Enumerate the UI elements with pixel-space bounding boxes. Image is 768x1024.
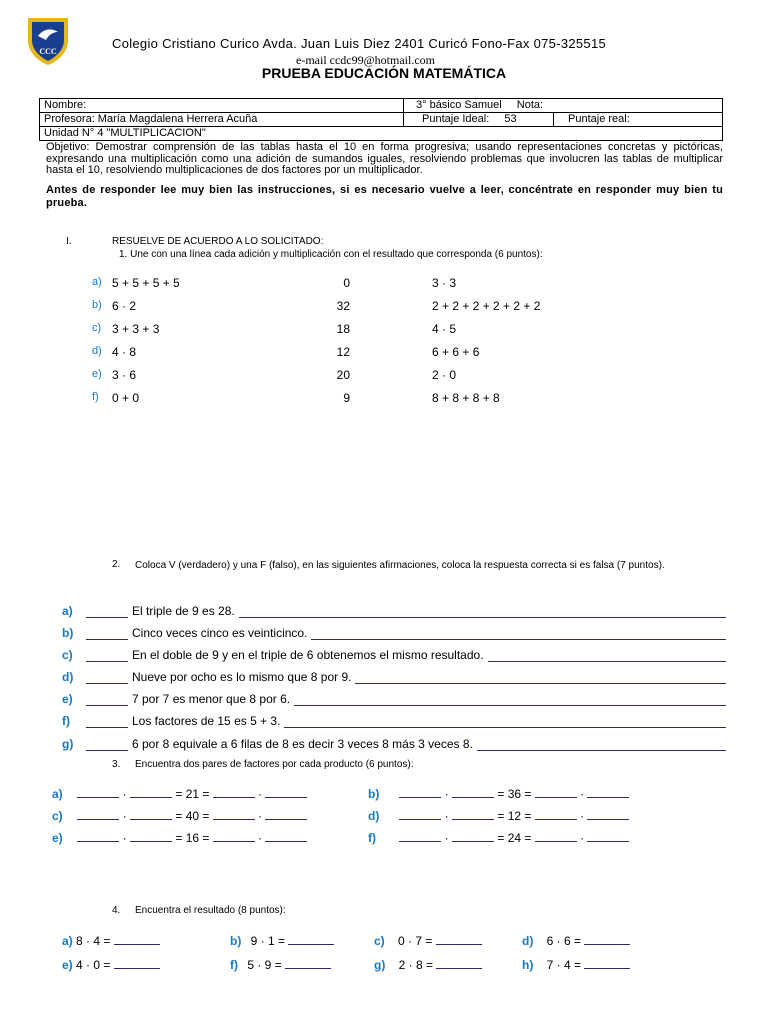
matching-right-a[interactable]: 3 · 3 xyxy=(432,276,457,290)
svg-text:CCC: CCC xyxy=(39,47,57,56)
tf-row: c) En el doble de 9 y en el triple de 6 obtenemos el mismo resultado. xyxy=(62,640,726,662)
tf-answer-blank[interactable] xyxy=(86,739,128,751)
school-logo xyxy=(24,14,72,66)
factor-blank[interactable] xyxy=(587,809,629,820)
factor-blank[interactable] xyxy=(130,809,172,820)
factor-pair-row: e) · = 16 = · xyxy=(52,831,307,845)
matching-mid-d[interactable]: 12 xyxy=(336,345,350,359)
tf-correction-line[interactable] xyxy=(488,650,726,662)
factor-blank[interactable] xyxy=(265,831,307,842)
tf-answer-blank[interactable] xyxy=(86,672,128,684)
matching-row: c) 3 + 3 + 3 18 4 · 5 xyxy=(92,322,457,336)
tf-answer-blank[interactable] xyxy=(86,650,128,662)
result-item: c) 0 · 7 = xyxy=(374,934,482,948)
factor-blank[interactable] xyxy=(452,787,494,798)
matching-left-d[interactable]: 4 · 8 xyxy=(112,345,137,359)
matching-right-b[interactable]: 2 + 2 + 2 + 2 + 2 + 2 xyxy=(432,299,541,313)
section4-title: Encuentra el resultado (8 puntos): xyxy=(135,905,286,916)
factor-blank[interactable] xyxy=(452,831,494,842)
matching-mid-c[interactable]: 18 xyxy=(336,322,350,336)
matching-mid-f[interactable]: 9 xyxy=(343,391,350,405)
tf-row: e) 7 por 7 es menor que 8 por 6. xyxy=(62,684,726,706)
factor-blank[interactable] xyxy=(130,787,172,798)
matching-right-c[interactable]: 4 · 5 xyxy=(432,322,457,336)
factor-pair-row: b) · = 36 = · xyxy=(368,787,629,801)
instructions-warning: Antes de responder lee muy bien las instrucciones, si es necesario vuelve a leer, concéntrate en responder muy bien tu prueba. xyxy=(46,184,723,209)
result-blank[interactable] xyxy=(584,934,630,945)
section2-num: 2. xyxy=(112,559,121,570)
matching-mid-e[interactable]: 20 xyxy=(336,368,350,382)
school-header: Colegio Cristiano Curico Avda. Juan Luis Diez 2401 Curicó Fono-Fax 075-325515 xyxy=(112,36,607,51)
tf-correction-line[interactable] xyxy=(284,716,726,728)
factor-blank[interactable] xyxy=(77,787,119,798)
factor-blank[interactable] xyxy=(399,787,441,798)
result-expression: 5 · 9 = xyxy=(247,958,282,972)
factor-blank[interactable] xyxy=(587,787,629,798)
page-title: PRUEBA EDUCACIÓN MATEMÁTICA xyxy=(261,65,507,81)
tf-row: b) Cinco veces cinco es veinticinco. xyxy=(62,618,726,640)
result-item: b) 9 · 1 = xyxy=(230,934,334,948)
result-blank[interactable] xyxy=(288,934,334,945)
tf-row: g) 6 por 8 equivale a 6 filas de 8 es decir 3 veces 8 más 3 veces 8. xyxy=(62,729,726,751)
result-expression: 2 · 8 = xyxy=(398,958,434,972)
result-item: a) 8 · 4 = xyxy=(62,934,160,948)
puntaje-ideal-cell: Puntaje Ideal: 53 xyxy=(404,113,554,127)
matching-mid-a[interactable]: 0 xyxy=(343,276,350,290)
matching-left-c[interactable]: 3 + 3 + 3 xyxy=(112,322,160,336)
matching-left-b[interactable]: 6 · 2 xyxy=(112,299,137,313)
tf-correction-line[interactable] xyxy=(239,606,726,618)
tf-statement: 6 por 8 equivale a 6 filas de 8 es decir 3 veces 8 más 3 veces 8. xyxy=(132,737,473,751)
factor-blank[interactable] xyxy=(77,809,119,820)
school-email: e-mail ccdc99@hotmail.com xyxy=(296,53,436,67)
shield-icon xyxy=(24,14,72,66)
tf-answer-blank[interactable] xyxy=(86,694,128,706)
matching-right-e[interactable]: 2 · 0 xyxy=(432,368,457,382)
matching-right-d[interactable]: 6 + 6 + 6 xyxy=(432,345,480,359)
tf-correction-line[interactable] xyxy=(311,628,726,640)
product-value: = 24 = xyxy=(497,831,532,845)
matching-list xyxy=(92,276,612,414)
section1-title: RESUELVE DE ACUERDO A LO SOLICITADO: xyxy=(112,236,324,247)
section3-num: 3. xyxy=(112,759,121,770)
result-item: e) 4 · 0 = xyxy=(62,958,160,972)
factor-pair-row: f) · = 24 = · xyxy=(368,831,629,845)
result-blank[interactable] xyxy=(436,958,482,969)
factor-blank[interactable] xyxy=(213,809,255,820)
tf-correction-line[interactable] xyxy=(294,694,726,706)
result-item: h) 7 · 4 = xyxy=(522,958,630,972)
section1-item1: 1. Une con una línea cada adición y multiplicación con el resultado que corresponda (6 puntos): xyxy=(119,249,543,260)
profesora-cell: Profesora: María Magdalena Herrera Acuña xyxy=(40,113,404,127)
tf-statement: 7 por 7 es menor que 8 por 6. xyxy=(132,692,291,706)
section4-num: 4. xyxy=(112,905,121,916)
matching-row: e) 3 · 6 20 2 · 0 xyxy=(92,368,457,382)
result-expression: 4 · 0 = xyxy=(76,958,111,972)
matching-right-f[interactable]: 8 + 8 + 8 + 8 xyxy=(432,391,500,405)
factor-blank[interactable] xyxy=(77,831,119,842)
objective-text: Objetivo: Demostrar comprensión de las tablas hasta el 10 en forma progresiva; usando representaciones concretas y pictóricas, expresando una multiplicación como una adición de sumandos iguales, resolviendo problemas que involucren las tablas de multiplicar hasta el 10, resolviendo multiplicaciones de dos factores por un multiplicador. xyxy=(46,141,723,176)
factor-blank[interactable] xyxy=(265,787,307,798)
tf-answer-blank[interactable] xyxy=(86,628,128,640)
factor-blank[interactable] xyxy=(265,809,307,820)
result-expression: 0 · 7 = xyxy=(398,934,433,948)
matching-row: d) 4 · 8 12 6 + 6 + 6 xyxy=(92,345,480,359)
tf-row: a) El triple de 9 es 28. xyxy=(62,596,726,618)
product-value: = 21 = xyxy=(175,787,210,801)
nombre-cell[interactable]: Nombre: xyxy=(40,99,404,113)
tf-statement: Cinco veces cinco es veinticinco. xyxy=(132,626,308,640)
factor-blank[interactable] xyxy=(452,809,494,820)
result-blank[interactable] xyxy=(584,958,630,969)
unidad-cell: Unidad N° 4 "MULTIPLICACION" xyxy=(40,127,723,141)
result-item: g) 2 · 8 = xyxy=(374,958,482,972)
tf-correction-line[interactable] xyxy=(355,672,726,684)
factor-blank[interactable] xyxy=(213,787,255,798)
tf-row: f) Los factores de 15 es 5 + 3. xyxy=(62,706,726,728)
factor-pair-row: c) · = 40 = · xyxy=(52,809,307,823)
result-item: f) 5 · 9 = xyxy=(230,958,331,972)
result-item: d) 6 · 6 = xyxy=(522,934,630,948)
factor-blank[interactable] xyxy=(587,831,629,842)
result-expression: 9 · 1 = xyxy=(250,934,286,948)
product-value: = 40 = xyxy=(175,809,210,823)
student-info-table xyxy=(39,98,723,141)
factor-pair-row: d) · = 12 = · xyxy=(368,809,629,823)
nota-label[interactable]: Nota: xyxy=(516,99,544,111)
factor-blank[interactable] xyxy=(213,831,255,842)
tf-statement: El triple de 9 es 28. xyxy=(132,604,235,618)
tf-statement: Los factores de 15 es 5 + 3. xyxy=(132,714,281,728)
section1-roman: I. xyxy=(66,236,72,247)
curso-cell: 3° básico Samuel Nota: xyxy=(404,99,723,113)
tf-row: d) Nueve por ocho es lo mismo que 8 por 9. xyxy=(62,662,726,684)
result-expression: 7 · 4 = xyxy=(546,958,582,972)
factor-blank[interactable] xyxy=(535,787,577,798)
factor-blank[interactable] xyxy=(535,831,577,842)
puntaje-real-cell[interactable]: Puntaje real: xyxy=(554,113,723,127)
matching-left-f[interactable]: 0 + 0 xyxy=(112,391,140,405)
factor-blank[interactable] xyxy=(535,809,577,820)
factor-blank[interactable] xyxy=(130,831,172,842)
product-value: = 36 = xyxy=(497,787,532,801)
matching-left-e[interactable]: 3 · 6 xyxy=(112,368,137,382)
factor-blank[interactable] xyxy=(399,809,441,820)
factor-blank[interactable] xyxy=(399,831,441,842)
result-blank[interactable] xyxy=(436,934,482,945)
tf-answer-blank[interactable] xyxy=(86,606,128,618)
result-blank[interactable] xyxy=(285,958,331,969)
product-value: = 16 = xyxy=(175,831,210,845)
section3-title: Encuentra dos pares de factores por cada producto (6 puntos): xyxy=(135,759,414,770)
result-expression: 6 · 6 = xyxy=(546,934,582,948)
matching-row: f) 0 + 0 9 8 + 8 + 8 + 8 xyxy=(92,391,500,405)
result-expression: 8 · 4 = xyxy=(76,934,111,948)
tf-answer-blank[interactable] xyxy=(86,716,128,728)
matching-left-a[interactable]: 5 + 5 + 5 + 5 xyxy=(112,276,180,290)
product-value: = 12 = xyxy=(497,809,532,823)
tf-correction-line[interactable] xyxy=(477,739,726,751)
matching-row: b) 6 · 2 32 2 + 2 + 2 + 2 + 2 + 2 xyxy=(92,299,541,313)
result-blank[interactable] xyxy=(114,934,160,945)
section2-title: Coloca V (verdadero) y una F (falso), en las siguientes afirmaciones, coloca la respuesta correcta si es falsa (7 puntos). xyxy=(135,560,665,571)
factor-pair-row: a) · = 21 = · xyxy=(52,787,307,801)
matching-mid-b[interactable]: 32 xyxy=(336,299,350,313)
result-blank[interactable] xyxy=(114,958,160,969)
matching-row: a) 5 + 5 + 5 + 5 0 3 · 3 xyxy=(92,276,457,290)
tf-statement: En el doble de 9 y en el triple de 6 obtenemos el mismo resultado. xyxy=(132,648,484,662)
tf-statement: Nueve por ocho es lo mismo que 8 por 9. xyxy=(132,670,352,684)
